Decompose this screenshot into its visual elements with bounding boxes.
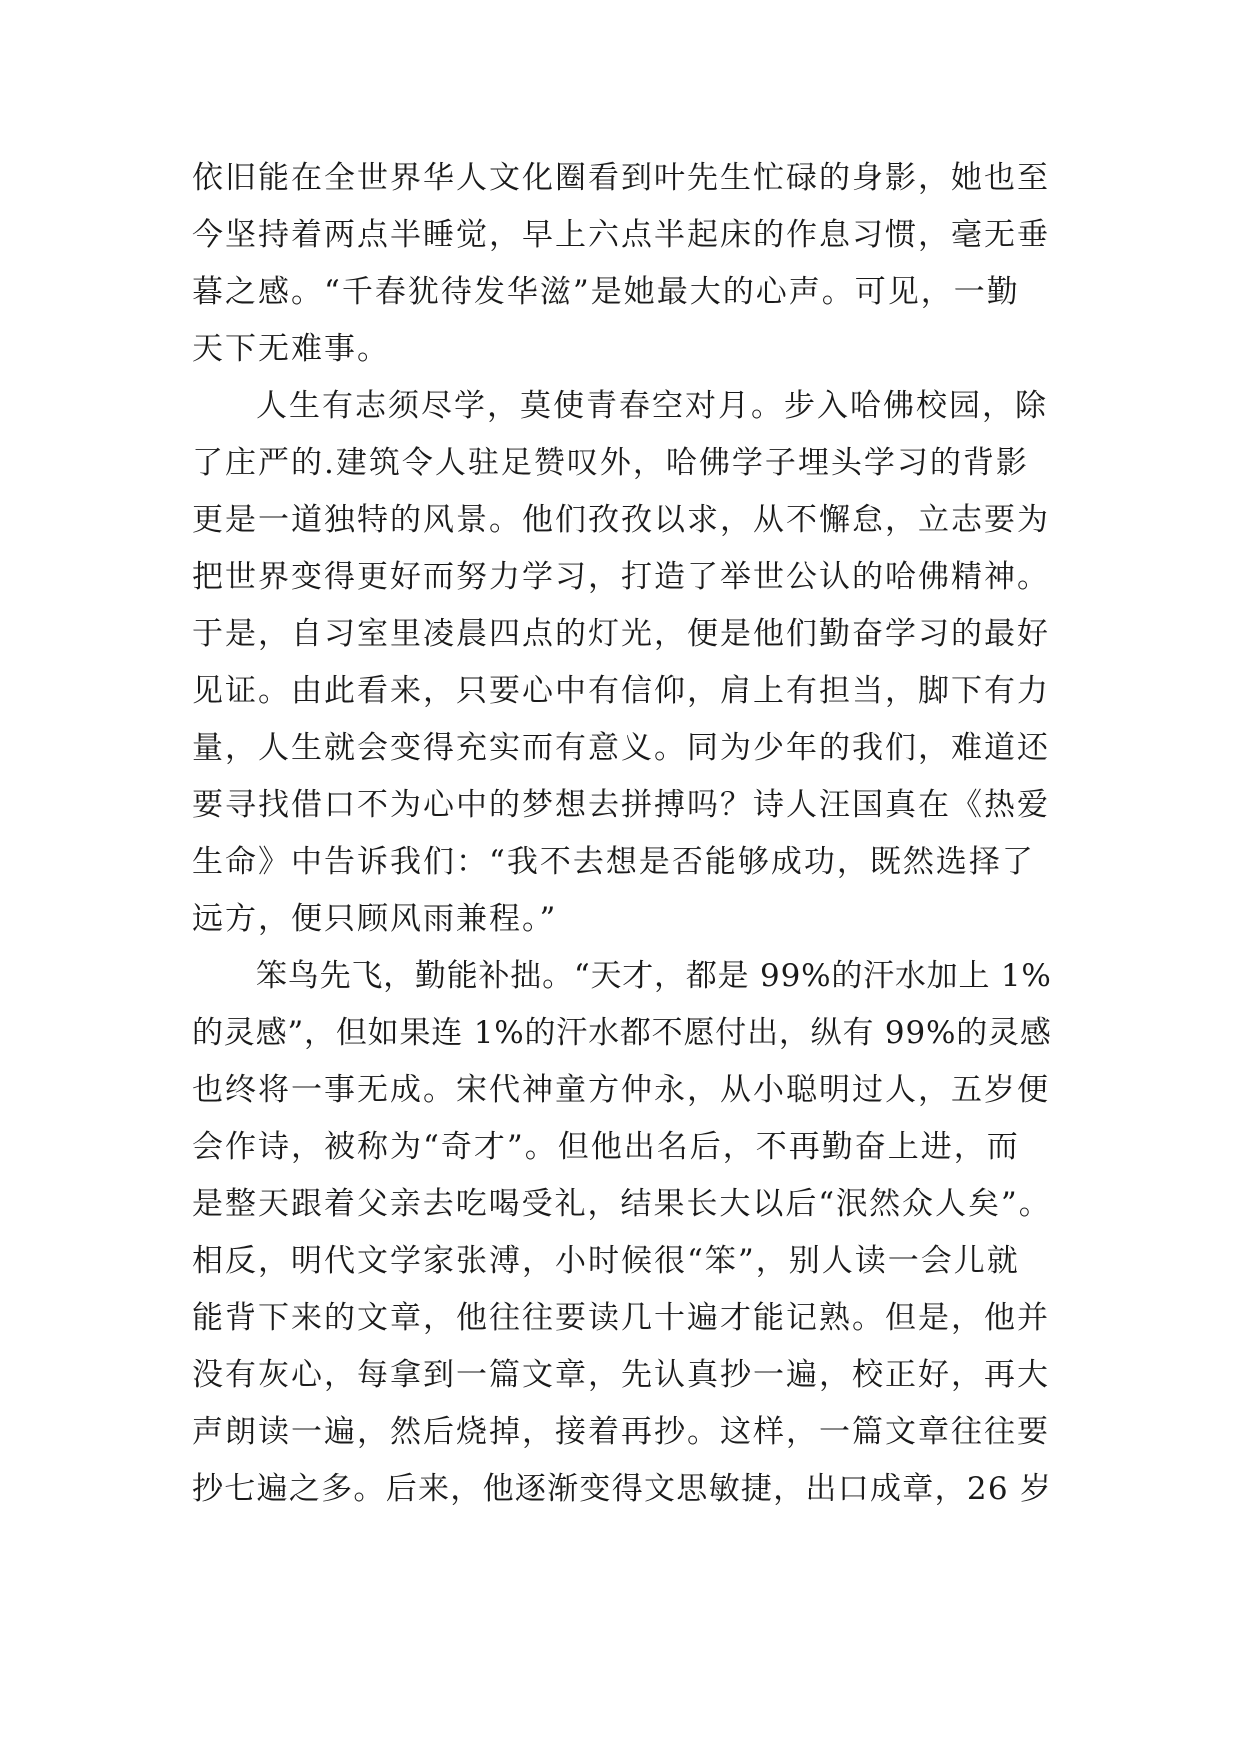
text-line: 笨鸟先飞，勤能补拙。“天才，都是 99%的汗水加上 1% xyxy=(256,958,1052,994)
body-text xyxy=(192,150,1052,1518)
text-line: 的灵感”，但如果连 1%的汗水都不愿付出，纵有 99%的灵感 xyxy=(192,1015,1052,1051)
text-line: 生命》中告诉我们：“我不去想是否能够成功，既然选择了 xyxy=(192,844,1035,880)
text-line: 也终将一事无成。宋代神童方仲永，从小聪明过人，五岁便 xyxy=(192,1072,1050,1108)
text-line: 能背下来的文章，他往往要读几十遍才能记熟。但是，他并 xyxy=(192,1300,1050,1336)
text-line: 要寻找借口不为心中的梦想去拼搏吗？诗人汪国真在《热爱 xyxy=(192,787,1050,823)
text-line: 抄七遍之多。后来，他逐渐变得文思敏捷，出口成章，26 岁 xyxy=(192,1471,1053,1507)
text-line: 天下无难事。 xyxy=(192,331,390,367)
text-line: 声朗读一遍，然后烧掉，接着再抄。这样，一篇文章往往要 xyxy=(192,1414,1050,1450)
text-line: 见证。由此看来，只要心中有信仰，肩上有担当，脚下有力 xyxy=(192,673,1050,709)
text-line: 于是，自习室里凌晨四点的灯光，便是他们勤奋学习的最好 xyxy=(192,616,1050,652)
text-line: 更是一道独特的风景。他们孜孜以求，从不懈怠，立志要为 xyxy=(192,502,1050,538)
text-line: 会作诗，被称为“奇才”。但他出名后，不再勤奋上进，而 xyxy=(192,1129,1020,1165)
text-line: 依旧能在全世界华人文化圈看到叶先生忙碌的身影，她也至 xyxy=(192,160,1050,196)
text-line: 没有灰心，每拿到一篇文章，先认真抄一遍，校正好，再大 xyxy=(192,1357,1050,1393)
text-line: 把世界变得更好而努力学习，打造了举世公认的哈佛精神。 xyxy=(192,559,1050,595)
text-line: 是整天跟着父亲去吃喝受礼，结果长大以后“泯然众人矣”。 xyxy=(192,1186,1052,1222)
text-line: 今坚持着两点半睡觉，早上六点半起床的作息习惯，毫无垂 xyxy=(192,217,1050,253)
text-line: 远方，便只顾风雨兼程。” xyxy=(192,901,558,937)
text-line: 暮之感。“千春犹待发华滋”是她最大的心声。可见，一勤 xyxy=(192,274,1020,310)
text-line: 量，人生就会变得充实而有意义。同为少年的我们，难道还 xyxy=(192,730,1050,766)
text-line: 了庄严的.建筑令人驻足赞叹外，哈佛学子埋头学习的背影 xyxy=(192,445,1029,481)
text-line: 人生有志须尽学，莫使青春空对月。步入哈佛校园，除 xyxy=(256,388,1048,424)
text-line: 相反，明代文学家张溥，小时候很“笨”，别人读一会儿就 xyxy=(192,1243,1020,1279)
